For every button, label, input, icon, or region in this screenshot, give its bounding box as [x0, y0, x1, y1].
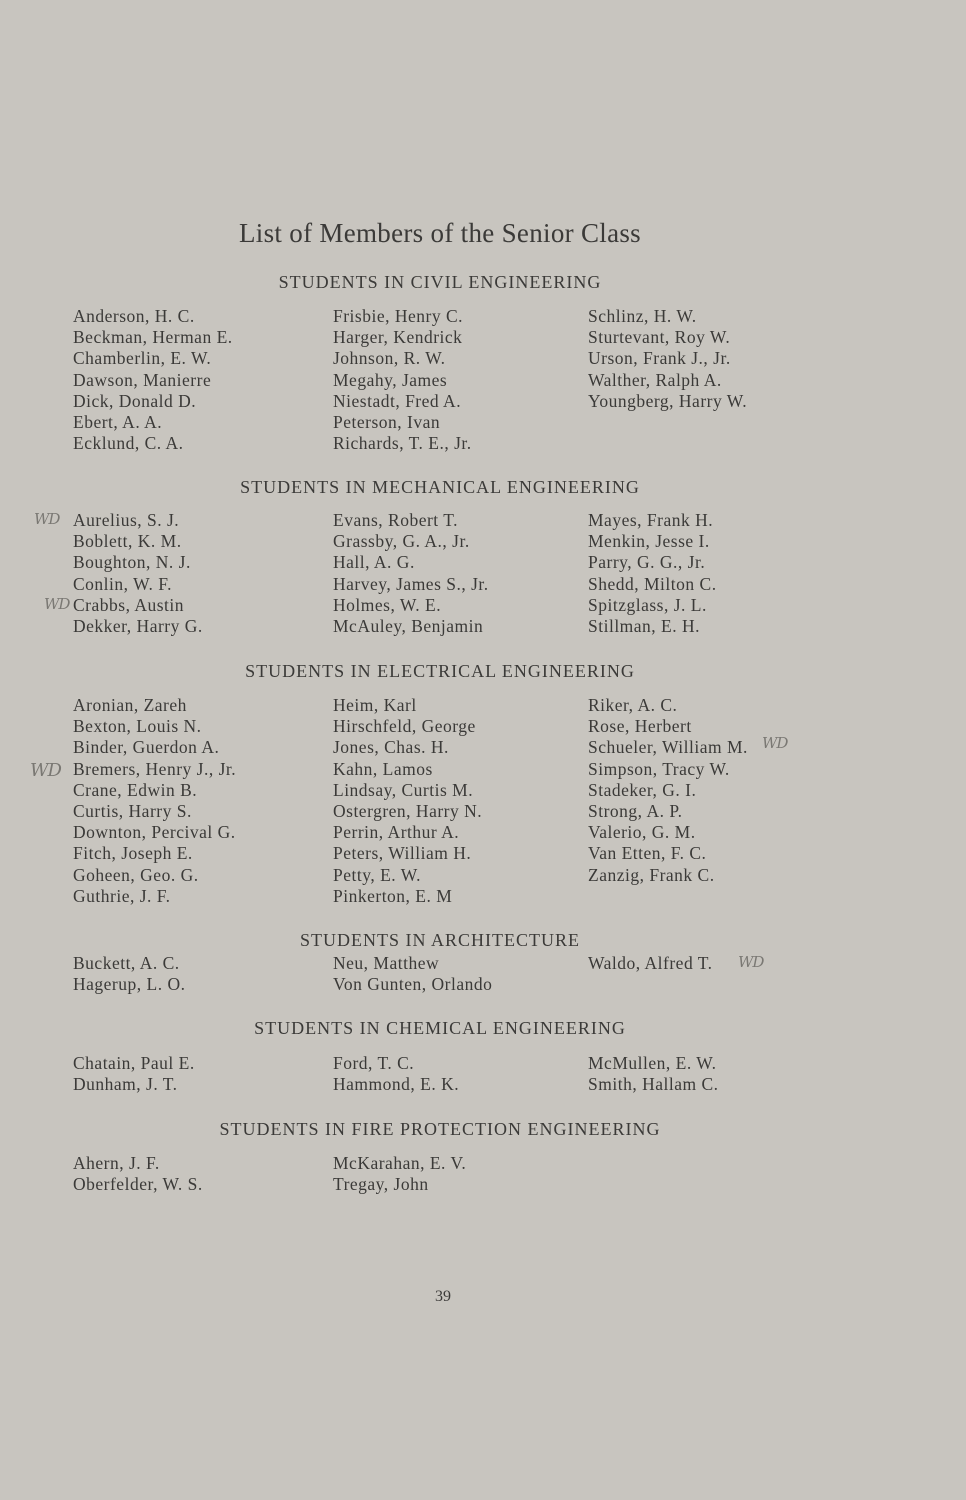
page-number: 39: [435, 1288, 451, 1305]
section-heading: STUDENTS IN ARCHITECTURE: [300, 930, 580, 950]
member-name: Buckett, A. C.: [73, 953, 180, 973]
member-name: Ecklund, C. A.: [73, 433, 184, 454]
member-name: Beckman, Herman E.: [73, 327, 233, 348]
member-name: Harger, Kendrick: [333, 327, 463, 348]
member-name: Dawson, Manierre: [73, 369, 212, 390]
name-column: [333, 510, 489, 637]
member-name: Shedd, Milton C.: [588, 573, 717, 594]
member-name: Schlinz, H. W.: [588, 306, 697, 326]
member-name: Crabbs, Austin: [73, 594, 185, 615]
name-column: [333, 695, 482, 907]
member-name: Riker, A. C.: [588, 695, 678, 715]
member-name: Goheen, Geo. G.: [73, 864, 199, 885]
member-name: Ebert, A. A.: [73, 412, 163, 433]
handwritten-note: WD: [738, 953, 764, 971]
member-name: Anderson, H. C.: [73, 306, 195, 326]
name-column: [73, 306, 233, 454]
member-name: Von Gunten, Orlando: [333, 974, 493, 995]
member-name: Downton, Percival G.: [73, 822, 236, 843]
member-name: Pinkerton, E. M: [333, 885, 453, 906]
member-name: Rose, Herbert: [588, 716, 692, 737]
member-name: Holmes, W. E.: [333, 594, 442, 615]
member-name: Chamberlin, E. W.: [73, 348, 212, 369]
member-name: Curtis, Harry S.: [73, 801, 192, 822]
member-name: Urson, Frank J., Jr.: [588, 348, 731, 369]
member-name: Hammond, E. K.: [333, 1074, 460, 1095]
member-name: Van Etten, F. C.: [588, 843, 707, 864]
member-name: Grassby, G. A., Jr.: [333, 531, 470, 552]
member-name: Ford, T. C.: [333, 1053, 415, 1073]
name-column: [588, 1053, 719, 1095]
section-heading: STUDENTS IN FIRE PROTECTION ENGINEERING: [219, 1119, 661, 1139]
name-column: [333, 1053, 459, 1095]
member-name: Peters, William H.: [333, 843, 472, 864]
name-column: [73, 510, 203, 637]
member-name: Ahern, J. F.: [73, 1153, 160, 1173]
member-name: Tregay, John: [333, 1174, 429, 1195]
member-name: McMullen, E. W.: [588, 1053, 717, 1073]
member-name: Neu, Matthew: [333, 953, 440, 973]
member-name: Dick, Donald D.: [73, 390, 197, 411]
name-column: [588, 510, 717, 637]
member-name: Parry, G. G., Jr.: [588, 552, 706, 573]
member-name: Richards, T. E., Jr.: [333, 433, 472, 454]
member-name: Megahy, James: [333, 369, 448, 390]
member-name: Niestadt, Fred A.: [333, 390, 462, 411]
member-name: Hall, A. G.: [333, 552, 415, 573]
member-name: Binder, Guerdon A.: [73, 737, 220, 758]
member-name: Heim, Karl: [333, 695, 417, 715]
name-column: [588, 695, 748, 886]
member-name: Sturtevant, Roy W.: [588, 327, 731, 348]
name-column: [73, 953, 185, 995]
handwritten-note: WD: [44, 595, 70, 613]
member-name: Aronian, Zareh: [73, 695, 187, 715]
handwritten-note: WD: [30, 760, 61, 781]
member-name: Crane, Edwin B.: [73, 779, 198, 800]
member-name: McKarahan, E. V.: [333, 1153, 467, 1173]
name-column: [588, 953, 713, 974]
section-heading: STUDENTS IN CIVIL ENGINEERING: [278, 272, 602, 292]
member-name: Chatain, Paul E.: [73, 1053, 195, 1073]
member-name: Smith, Hallam C.: [588, 1074, 719, 1095]
member-name: Boblett, K. M.: [73, 531, 182, 552]
page-title: List of Members of the Senior Class: [239, 218, 641, 248]
section-heading: STUDENTS IN MECHANICAL ENGINEERING: [240, 477, 640, 497]
member-name: Youngberg, Harry W.: [588, 390, 748, 411]
member-name: Stillman, E. H.: [588, 616, 701, 637]
member-name: Conlin, W. F.: [73, 573, 172, 594]
member-name: Dunham, J. T.: [73, 1074, 178, 1095]
member-name: Frisbie, Henry C.: [333, 306, 464, 326]
member-name: Aurelius, S. J.: [73, 510, 180, 530]
section-heading: STUDENTS IN CHEMICAL ENGINEERING: [254, 1018, 626, 1038]
member-name: Hirschfeld, George: [333, 716, 476, 737]
member-name: Peterson, Ivan: [333, 412, 441, 433]
member-name: Lindsay, Curtis M.: [333, 779, 474, 800]
member-name: Perrin, Arthur A.: [333, 822, 460, 843]
member-name: Oberfelder, W. S.: [73, 1174, 203, 1195]
member-name: Ostergren, Harry N.: [333, 801, 483, 822]
handwritten-note: WD: [762, 734, 788, 752]
member-name: Petty, E. W.: [333, 864, 421, 885]
member-name: Guthrie, J. F.: [73, 885, 171, 906]
member-name: Simpson, Tracy W.: [588, 758, 730, 779]
member-name: McAuley, Benjamin: [333, 616, 484, 637]
member-name: Harvey, James S., Jr.: [333, 573, 489, 594]
name-column: [333, 1153, 466, 1195]
member-name: Kahn, Lamos: [333, 758, 433, 779]
member-name: Strong, A. P.: [588, 801, 683, 822]
member-name: Jones, Chas. H.: [333, 737, 449, 758]
member-name: Walther, Ralph A.: [588, 369, 722, 390]
member-name: Bexton, Louis N.: [73, 716, 202, 737]
name-column: [588, 306, 747, 412]
name-column: [73, 1053, 195, 1095]
member-name: Zanzig, Frank C.: [588, 864, 715, 885]
name-column: [333, 306, 472, 454]
member-name: Boughton, N. J.: [73, 552, 191, 573]
member-name: Stadeker, G. I.: [588, 779, 697, 800]
name-column: [73, 1153, 203, 1195]
member-name: Mayes, Frank H.: [588, 510, 714, 530]
member-name: Bremers, Henry J., Jr.: [73, 758, 237, 779]
member-name: Waldo, Alfred T.: [588, 953, 713, 973]
name-column: [333, 953, 492, 995]
member-name: Valerio, G. M.: [588, 822, 696, 843]
member-name: Evans, Robert T.: [333, 510, 458, 530]
member-name: Dekker, Harry G.: [73, 616, 203, 637]
member-name: Fitch, Joseph E.: [73, 843, 193, 864]
member-name: Hagerup, L. O.: [73, 974, 186, 995]
name-column: [73, 695, 236, 907]
handwritten-note: WD: [34, 510, 60, 528]
member-name: Schueler, William M.: [588, 737, 748, 758]
section-heading: STUDENTS IN ELECTRICAL ENGINEERING: [245, 661, 635, 681]
member-name: Spitzglass, J. L.: [588, 594, 707, 615]
member-name: Menkin, Jesse I.: [588, 531, 710, 552]
member-name: Johnson, R. W.: [333, 348, 446, 369]
